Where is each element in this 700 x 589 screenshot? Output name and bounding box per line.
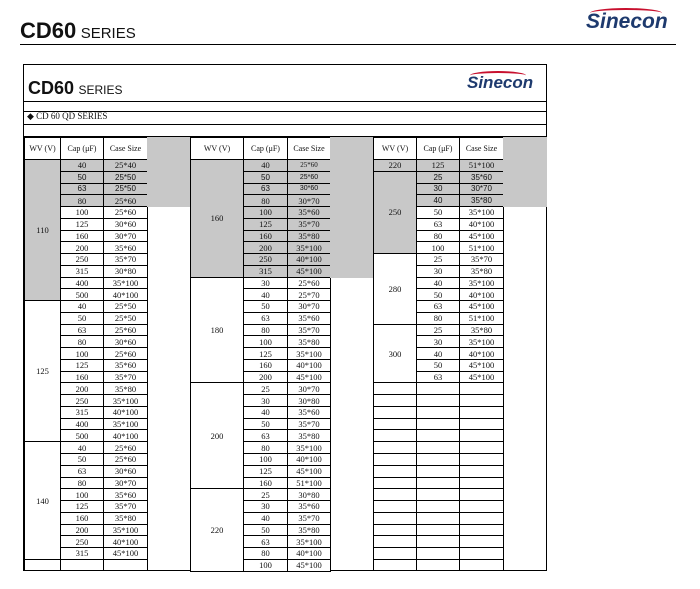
cap-cell: 100 (60, 488, 104, 501)
cap-cell: 40 (416, 347, 460, 360)
cap-cell: 30 (416, 265, 460, 278)
cap-cell: 100 (60, 347, 104, 360)
case-size-cell: 35*80 (459, 324, 504, 337)
cap-cell: 40 (243, 159, 288, 172)
table-brand-logo-text: Sinecon (467, 73, 534, 92)
case-size-cell: 40*100 (287, 453, 331, 466)
case-size-cell: 30*70 (459, 183, 504, 196)
case-size-cell: 25*60 (103, 206, 148, 219)
cap-cell: 25 (416, 253, 460, 266)
wv-cell: 125 (24, 300, 61, 442)
cap-cell: 63 (243, 183, 288, 196)
cap-cell: 250 (60, 535, 104, 548)
wv-cell: 160 (190, 159, 244, 278)
cap-cell: 125 (243, 347, 288, 360)
cap-cell: 63 (416, 371, 460, 384)
case-size-cell: 35*60 (287, 206, 331, 219)
case-size-cell: 35*70 (287, 324, 331, 337)
wv-cell: 280 (373, 253, 417, 325)
case-size-cell: 51*100 (459, 241, 504, 254)
cap-cell: 50 (243, 171, 288, 184)
cap-cell: 125 (243, 218, 288, 231)
cap-cell: 80 (416, 312, 460, 325)
cap-cell: 30 (243, 277, 288, 290)
cap-cell: 50 (416, 359, 460, 372)
cap-cell: 125 (60, 218, 104, 231)
case-size-cell: 45*100 (287, 465, 331, 478)
case-size-cell: 30*70 (287, 382, 331, 395)
case-size-cell: 25*60 (103, 194, 148, 207)
cap-cell: 160 (60, 230, 104, 243)
case-size-cell: 35*100 (287, 347, 331, 360)
case-size-cell: 35*100 (103, 524, 148, 537)
case-size-cell: 25*50 (103, 171, 148, 184)
cap-cell: 63 (60, 465, 104, 478)
cap-cell: 250 (243, 253, 288, 266)
cap-cell: 80 (243, 547, 288, 560)
case-size-cell: 45*100 (103, 547, 148, 560)
case-size-cell: 35*80 (103, 512, 148, 525)
case-size-cell: 35*100 (287, 441, 331, 454)
case-size-cell: 35*60 (103, 241, 148, 254)
case-size-cell: 30*70 (287, 300, 331, 313)
cap-cell: 30 (416, 183, 460, 196)
cap-cell: 40 (243, 288, 288, 301)
cap-cell: 400 (60, 277, 104, 290)
case-size-cell: 30*60 (103, 465, 148, 478)
cap-cell: 50 (60, 171, 104, 184)
case-size-cell: 35*100 (103, 418, 148, 431)
cap-cell: 30 (243, 500, 288, 513)
brand-logo-text: Sinecon (586, 10, 668, 33)
wv-cell: 250 (373, 171, 417, 254)
header-cap: Cap (μF) (416, 137, 460, 160)
case-size-cell: 35*60 (103, 359, 148, 372)
cap-cell: 100 (416, 241, 460, 254)
cap-cell: 50 (416, 288, 460, 301)
empty-cell (416, 559, 460, 571)
case-size-cell: 30*70 (287, 194, 331, 207)
case-size-cell: 30*80 (287, 488, 331, 501)
cap-cell: 315 (60, 265, 104, 278)
case-size-cell: 35*60 (287, 406, 331, 419)
cap-cell: 50 (243, 524, 288, 537)
case-size-cell: 45*100 (459, 300, 504, 313)
brand-logo (586, 10, 668, 34)
empty-cell (24, 559, 61, 571)
case-size-cell: 25*50 (103, 300, 148, 313)
header-cap: Cap (μF) (60, 137, 104, 160)
wv-cell: 110 (24, 159, 61, 301)
cap-cell: 160 (60, 512, 104, 525)
case-size-cell: 35*60 (103, 488, 148, 501)
empty-cell (103, 559, 148, 571)
cap-cell: 500 (60, 429, 104, 442)
cap-cell: 63 (243, 535, 288, 548)
case-size-cell: 30*60 (287, 183, 331, 196)
cap-cell: 40 (60, 441, 104, 454)
case-size-cell: 40*100 (459, 288, 504, 301)
case-size-cell: 35*60 (459, 171, 504, 184)
case-size-cell: 35*100 (459, 335, 504, 348)
case-size-cell: 35*80 (103, 382, 148, 395)
cap-cell: 100 (243, 206, 288, 219)
cap-cell: 40 (243, 406, 288, 419)
cap-cell: 400 (60, 418, 104, 431)
cap-cell: 80 (243, 324, 288, 337)
cap-cell: 80 (60, 335, 104, 348)
header-cap: Cap (μF) (243, 137, 288, 160)
cap-cell: 160 (243, 230, 288, 243)
cap-cell: 80 (60, 194, 104, 207)
case-size-cell: 25*60 (103, 441, 148, 454)
cap-cell: 500 (60, 288, 104, 301)
cap-cell: 63 (60, 183, 104, 196)
cap-cell: 50 (416, 206, 460, 219)
series-label: SERIES (80, 25, 136, 42)
case-size-cell: 51*100 (459, 159, 504, 172)
cap-cell: 63 (416, 300, 460, 313)
case-size-cell: 40*100 (103, 406, 148, 419)
cap-cell: 80 (416, 230, 460, 243)
case-size-cell: 35*100 (287, 535, 331, 548)
logo-swoosh-icon (470, 71, 526, 80)
cap-cell: 30 (416, 335, 460, 348)
cap-cell: 80 (60, 477, 104, 490)
series-code: CD60 (20, 18, 77, 43)
case-size-cell: 35*80 (287, 429, 331, 442)
cap-cell: 25 (243, 488, 288, 501)
case-size-cell: 40*100 (103, 288, 148, 301)
cap-cell: 30 (243, 394, 288, 407)
case-size-cell: 30*70 (103, 230, 148, 243)
wv-cell: 220 (373, 159, 417, 172)
wv-cell: 140 (24, 441, 61, 560)
case-size-cell: 35*80 (287, 230, 331, 243)
cap-cell: 25 (243, 382, 288, 395)
case-size-cell: 25*60 (287, 159, 331, 172)
case-size-cell: 45*100 (287, 371, 331, 384)
cap-cell: 100 (243, 559, 288, 572)
case-size-cell: 25*50 (103, 312, 148, 325)
case-size-cell: 51*100 (459, 312, 504, 325)
cap-cell: 250 (60, 394, 104, 407)
cap-cell: 160 (243, 359, 288, 372)
cap-cell: 160 (60, 371, 104, 384)
wv-cell: 300 (373, 324, 417, 384)
wv-cell: 180 (190, 277, 244, 384)
header-rule (20, 44, 676, 45)
case-size-cell: 35*100 (287, 241, 331, 254)
case-size-cell: 30*70 (103, 477, 148, 490)
cap-cell: 125 (60, 359, 104, 372)
table-subtitle: ◆ CD 60 QD SERIES (27, 111, 108, 121)
case-size-cell: 35*70 (287, 512, 331, 525)
case-size-cell: 35*100 (103, 277, 148, 290)
case-size-cell: 45*100 (287, 265, 331, 278)
cap-cell: 40 (416, 277, 460, 290)
table-title (28, 78, 123, 99)
cap-cell: 160 (243, 477, 288, 490)
cap-cell: 63 (243, 429, 288, 442)
logo-swoosh-icon (590, 8, 662, 18)
cap-cell: 125 (243, 465, 288, 478)
header-wv: WV (V) (373, 137, 417, 160)
cap-cell: 80 (243, 194, 288, 207)
cap-cell: 200 (60, 524, 104, 537)
empty-cell (60, 559, 104, 571)
cap-cell: 125 (416, 159, 460, 172)
case-size-cell: 25*40 (103, 159, 148, 172)
gap-shading (147, 137, 190, 207)
case-size-cell: 35*70 (103, 500, 148, 513)
cap-cell: 315 (243, 265, 288, 278)
case-size-cell: 35*70 (287, 418, 331, 431)
case-size-cell: 35*100 (459, 277, 504, 290)
table-brand-logo (467, 73, 533, 93)
cap-cell: 200 (60, 382, 104, 395)
case-size-cell: 25*70 (287, 288, 331, 301)
case-size-cell: 40*100 (287, 359, 331, 372)
case-size-cell: 25*60 (287, 277, 331, 290)
case-size-cell: 45*100 (459, 359, 504, 372)
case-size-cell: 30*60 (103, 218, 148, 231)
case-size-cell: 30*80 (103, 265, 148, 278)
cap-cell: 40 (60, 300, 104, 313)
wv-cell: 220 (190, 488, 244, 571)
cap-cell: 40 (243, 512, 288, 525)
subtitle-rule-bottom (23, 124, 547, 125)
title-rule (23, 101, 547, 102)
case-size-cell: 35*100 (103, 394, 148, 407)
cap-cell: 125 (60, 500, 104, 513)
page-header-title (20, 18, 136, 44)
case-size-cell: 51*100 (287, 477, 331, 490)
case-size-cell: 45*100 (459, 371, 504, 384)
case-size-cell: 25*60 (287, 171, 331, 184)
cap-cell: 315 (60, 547, 104, 560)
empty-cell (459, 559, 504, 571)
table-series-label: SERIES (78, 83, 123, 97)
case-size-cell: 25*50 (103, 183, 148, 196)
case-size-cell: 40*100 (287, 547, 331, 560)
cap-cell: 200 (243, 241, 288, 254)
cap-cell: 40 (60, 159, 104, 172)
case-size-cell: 35*70 (103, 371, 148, 384)
gap-shading (503, 137, 547, 207)
cap-cell: 100 (60, 206, 104, 219)
case-size-cell: 45*100 (287, 559, 331, 572)
cap-cell: 50 (243, 300, 288, 313)
empty-cell (373, 559, 417, 571)
case-size-cell: 30*60 (103, 335, 148, 348)
case-size-cell: 35*70 (287, 218, 331, 231)
cap-cell: 50 (60, 312, 104, 325)
header-case-size: Case Size (103, 137, 148, 160)
case-size-cell: 35*80 (287, 524, 331, 537)
header-case-size: Case Size (287, 137, 331, 160)
cap-cell: 50 (60, 453, 104, 466)
case-size-cell: 25*60 (103, 453, 148, 466)
cap-cell: 40 (416, 194, 460, 207)
cap-cell: 63 (60, 324, 104, 337)
cap-cell: 63 (243, 312, 288, 325)
cap-cell: 100 (243, 335, 288, 348)
cap-cell: 25 (416, 171, 460, 184)
cap-cell: 63 (416, 218, 460, 231)
case-size-cell: 40*100 (103, 535, 148, 548)
case-size-cell: 35*60 (287, 312, 331, 325)
cap-cell: 200 (243, 371, 288, 384)
case-size-cell: 40*100 (103, 429, 148, 442)
table-series-code: CD60 (28, 78, 75, 98)
cap-cell: 100 (243, 453, 288, 466)
header-wv: WV (V) (190, 137, 244, 160)
case-size-cell: 30*80 (287, 394, 331, 407)
case-size-cell: 35*70 (459, 253, 504, 266)
case-size-cell: 40*100 (459, 218, 504, 231)
cap-cell: 200 (60, 241, 104, 254)
cap-cell: 250 (60, 253, 104, 266)
case-size-cell: 35*60 (287, 500, 331, 513)
case-size-cell: 35*70 (103, 253, 148, 266)
cap-cell: 315 (60, 406, 104, 419)
case-size-cell: 25*60 (103, 347, 148, 360)
case-size-cell: 40*100 (287, 253, 331, 266)
case-size-cell: 35*80 (459, 265, 504, 278)
case-size-cell: 45*100 (459, 230, 504, 243)
gap-shading (330, 137, 373, 278)
case-size-cell: 35*80 (459, 194, 504, 207)
case-size-cell: 35*100 (459, 206, 504, 219)
case-size-cell: 25*60 (103, 324, 148, 337)
header-wv: WV (V) (24, 137, 61, 160)
case-size-cell: 35*80 (287, 335, 331, 348)
wv-cell: 200 (190, 382, 244, 489)
cap-cell: 50 (243, 418, 288, 431)
case-size-cell: 40*100 (459, 347, 504, 360)
header-case-size: Case Size (459, 137, 504, 160)
cap-cell: 25 (416, 324, 460, 337)
cap-cell: 80 (243, 441, 288, 454)
